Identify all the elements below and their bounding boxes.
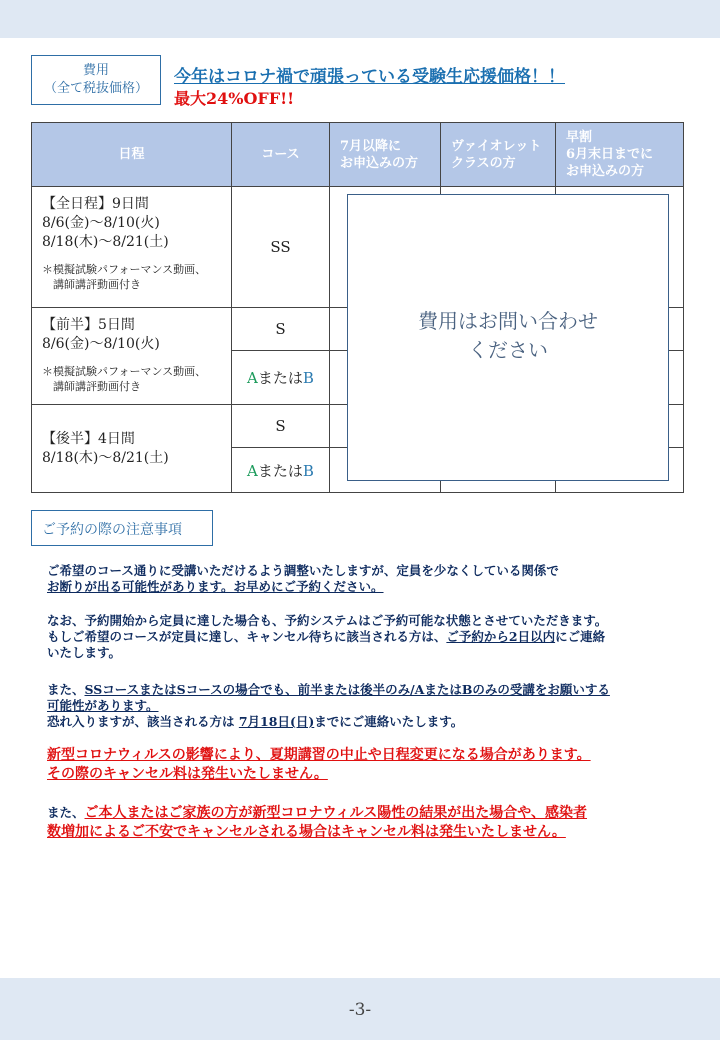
schedule-note: ＊模擬試験パフォーマンス動画、 講師講評動画付き	[42, 263, 207, 291]
col-course: コース	[232, 123, 330, 187]
note-line: お断りが出る可能性があります。お早めにご予約ください。	[47, 579, 384, 594]
schedule-note: ＊模擬試験パフォーマンス動画、 講師講評動画付き	[42, 365, 207, 393]
col-schedule: 日程	[32, 123, 232, 187]
course-char: B	[302, 369, 314, 387]
table-header-row	[32, 123, 684, 187]
note-line: いたします。	[47, 645, 122, 660]
tax-note: （全て税抜価格）	[43, 81, 148, 96]
note-text: SSコースまたはSコースの場合でも、前半または後半のみ/AまたはBのみの受講をお願いする	[84, 682, 610, 697]
fee-label-box	[31, 55, 161, 105]
schedule-date: 8/6(金)～8/10(火)	[42, 336, 160, 352]
note-text: ご予約から2日以内	[446, 629, 556, 644]
inquiry-overlay: 費用はお問い合わせ ください	[347, 194, 669, 481]
note-line: 新型コロナウィルスの影響により、夏期講習の中止や日程変更になる場合があります。	[47, 747, 591, 763]
note-line: 可能性があります。	[47, 698, 159, 713]
page-number: -3-	[348, 1000, 372, 1020]
course-char: B	[302, 461, 314, 480]
course-char: た	[272, 369, 288, 387]
note-paragraph-2	[47, 613, 687, 661]
course-cell	[232, 448, 330, 493]
schedule-date: 8/18(木)～8/21(土)	[42, 234, 169, 250]
note-paragraph-3	[47, 682, 687, 730]
schedule-title: 【後半】4日間	[42, 430, 135, 447]
note-text: までにご連絡いたします。	[314, 714, 464, 729]
course-char: A	[247, 369, 258, 387]
note-text: 7月18日(日)	[238, 714, 315, 729]
note-text: また、	[47, 682, 85, 697]
course-ab	[247, 462, 314, 480]
col-after-july: 7月以降に お申込みの方	[330, 123, 441, 187]
schedule-cell	[32, 405, 232, 493]
note-text: ご本人またはご家族の方が新型コロナウィルス陽性の結果が出た場合や、感染者	[84, 805, 587, 821]
footer-band	[0, 978, 720, 1040]
note-text: もしご希望のコースが定員に達し、キャンセル待ちに該当される方は、	[47, 629, 447, 644]
note-paragraph-1	[47, 563, 687, 595]
note-text: また、	[47, 805, 85, 820]
headline: 今年はコロナ禍で頑張っている受験生応援価格！！	[174, 67, 565, 87]
note-line: なお、予約開始から定員に達した場合も、予約システムはご予約可能な状態とさせていただきます。	[47, 613, 608, 628]
schedule-date: 8/18(木)～8/21(土)	[42, 449, 169, 466]
course-cell: S	[232, 405, 330, 448]
top-band	[0, 0, 720, 38]
schedule-date: 8/6(金)～8/10(火)	[42, 215, 160, 231]
fee-label: 費用	[82, 63, 109, 78]
course-cell	[232, 351, 330, 405]
schedule-title: 【全日程】9日間	[42, 196, 149, 212]
schedule-cell	[32, 308, 232, 405]
note-line: 数増加によるご不安でキャンセルされる場合はキャンセル料は発生いたしません。	[47, 824, 566, 840]
course-cell: SS	[232, 187, 330, 308]
course-cell: S	[232, 308, 330, 351]
course-char: は	[287, 461, 303, 480]
course-char: ま	[257, 369, 273, 387]
notes-title: ご予約の際の注意事項	[31, 510, 213, 546]
note-line: その際のキャンセル料は発生いたしません。	[47, 766, 328, 782]
course-ab	[247, 369, 314, 387]
schedule-cell	[32, 187, 232, 308]
course-char: ま	[257, 461, 273, 480]
note-paragraph-5	[47, 804, 687, 842]
course-char: た	[272, 461, 288, 480]
col-violet: ヴァイオレット クラスの方	[441, 123, 556, 187]
note-line: ご希望のコース通りに受講いただけるよう調整いたしますが、定員を少なくしている関係で	[47, 563, 559, 578]
note-text: 恐れ入りますが、該当される方は	[47, 714, 239, 729]
course-char: は	[287, 369, 303, 387]
schedule-title: 【前半】5日間	[42, 317, 135, 333]
course-char: A	[247, 461, 258, 480]
discount-text: 最大24%OFF!!	[174, 89, 295, 108]
note-paragraph-4	[47, 746, 687, 784]
col-early: 早割 6月末日までに お申込みの方	[556, 123, 684, 187]
note-text: にご連絡	[555, 629, 606, 644]
